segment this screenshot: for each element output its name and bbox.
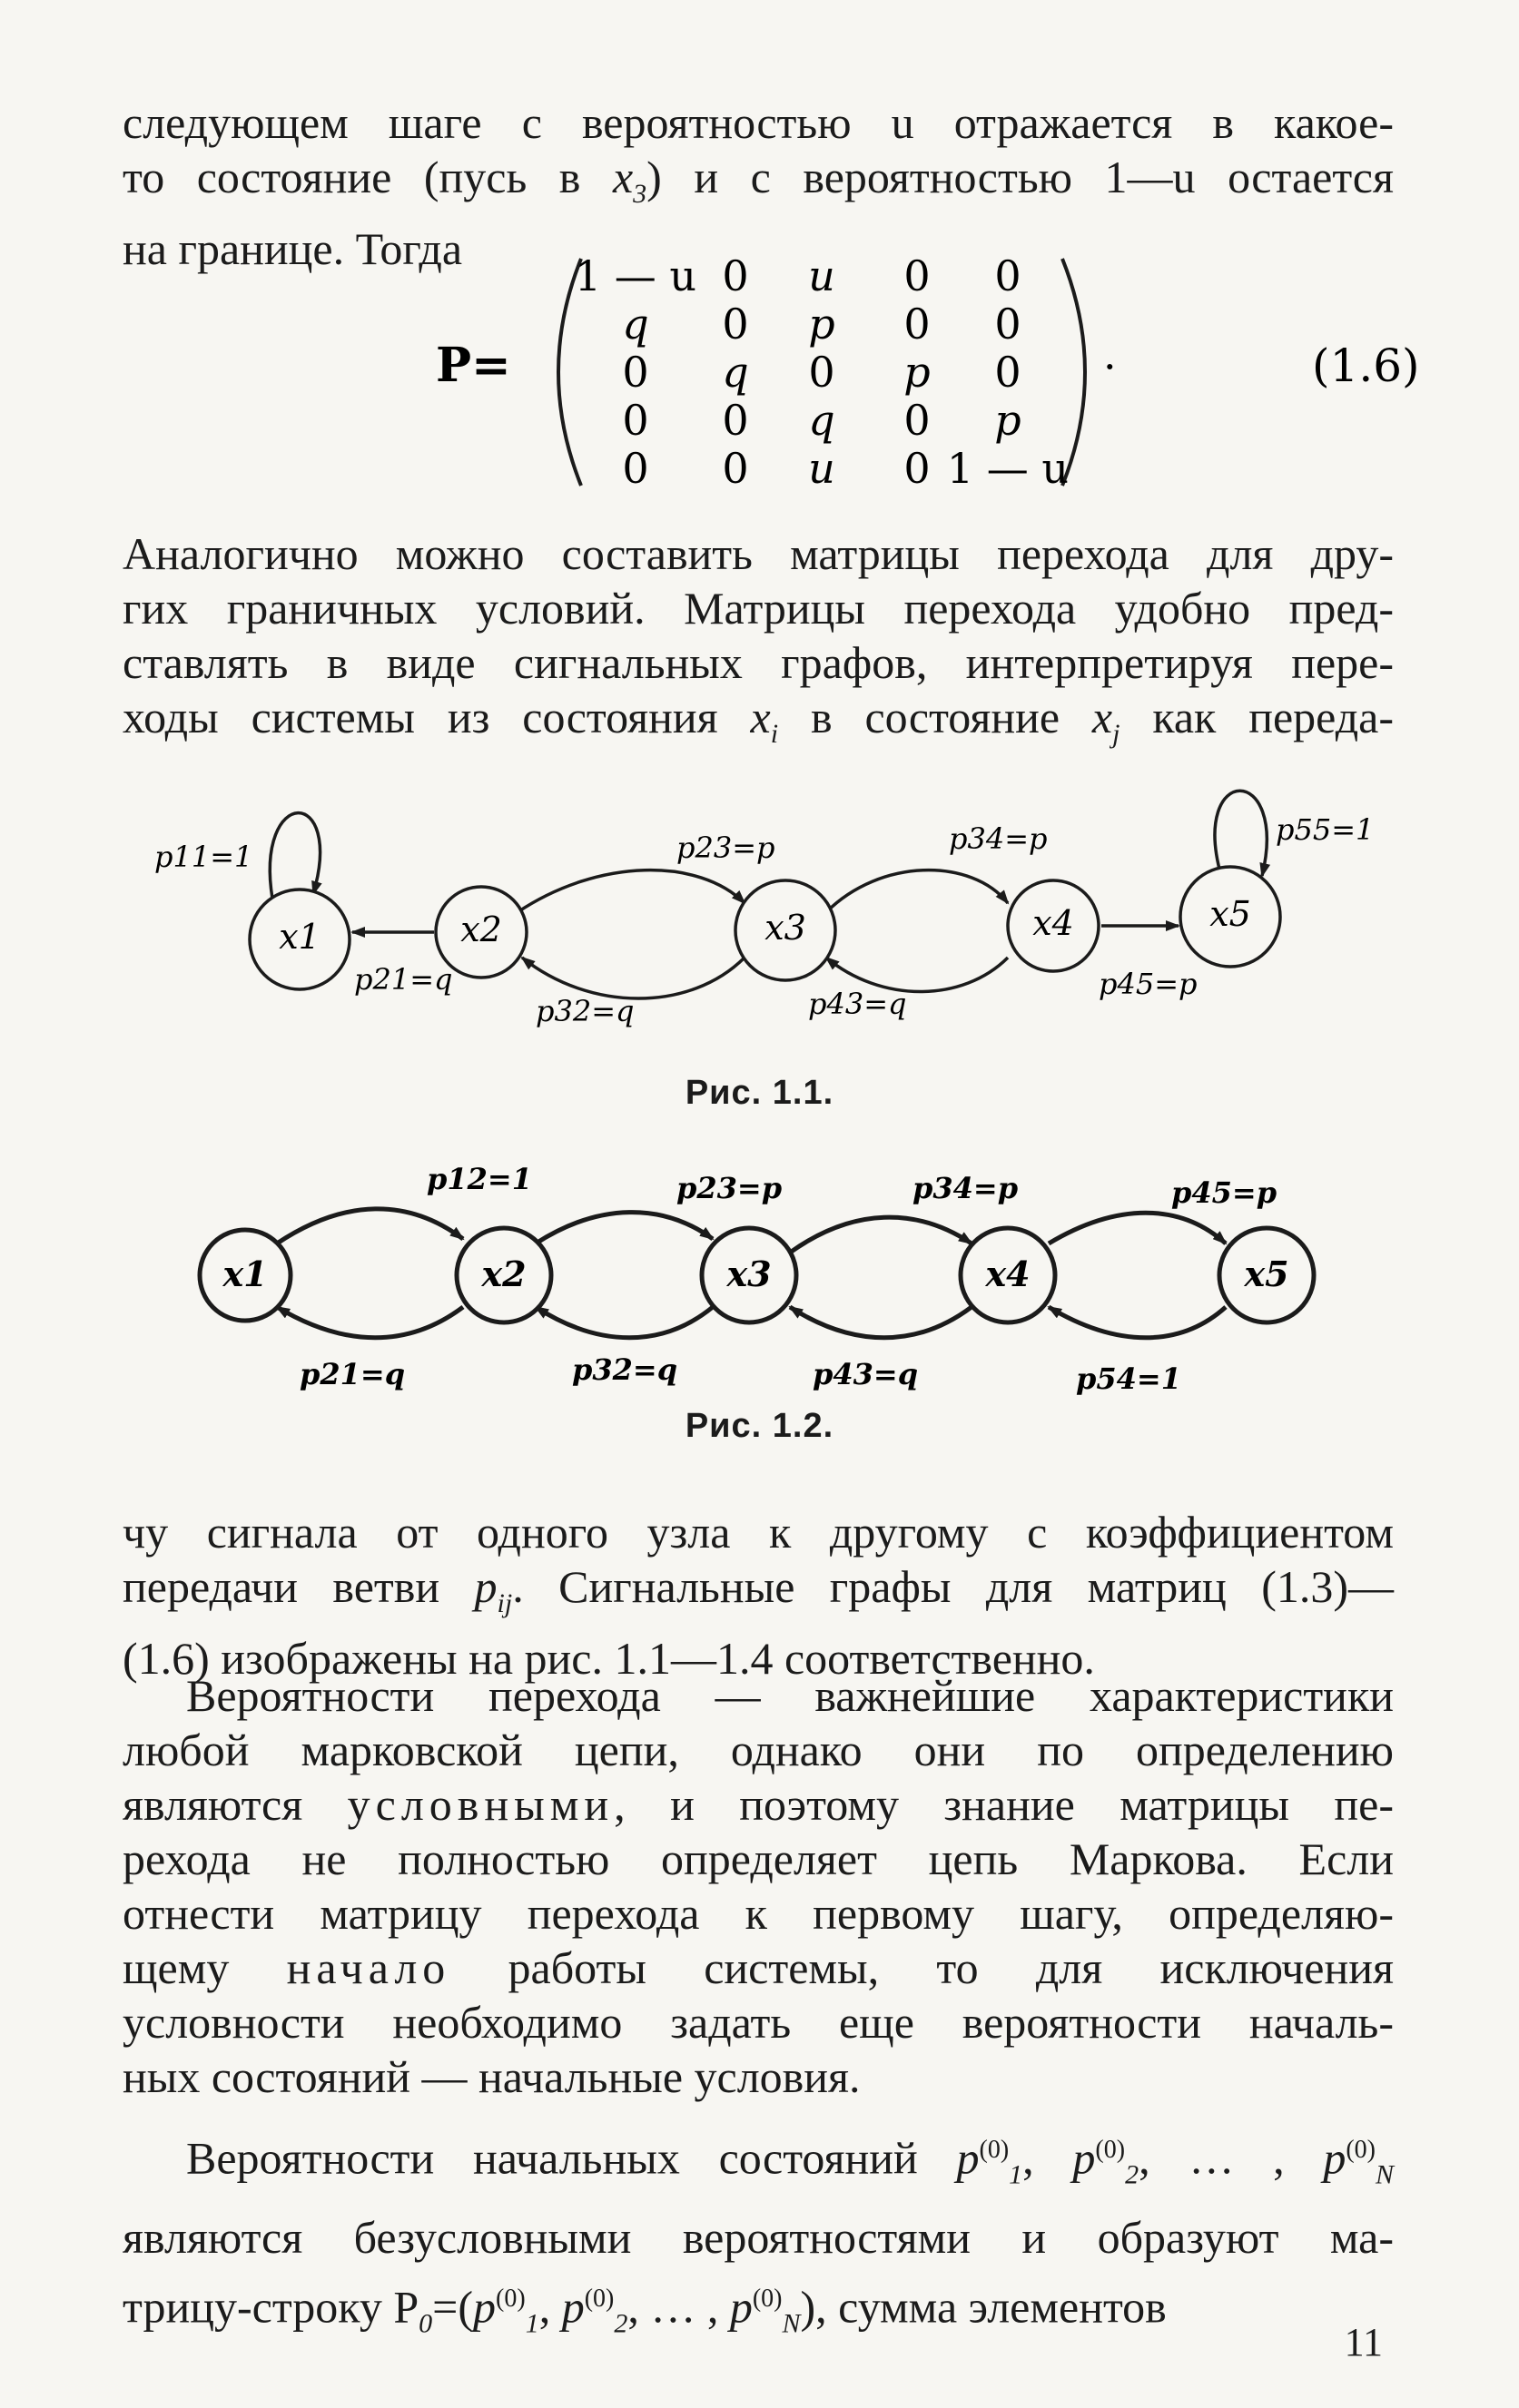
matrix-cell: 0: [722, 300, 749, 349]
matrix-cell: 0: [622, 396, 649, 445]
matrix-cell: p: [994, 396, 1021, 445]
edge-label-p12: p12=1: [427, 1162, 532, 1196]
matrix-cell: u: [808, 444, 835, 493]
node-x4: x4: [1032, 903, 1074, 943]
matrix-cell: 0: [903, 251, 931, 300]
matrix-cell: 0: [722, 396, 749, 445]
equation-lhs: P=: [436, 338, 511, 393]
edge-label-p45: p45=p: [1171, 1175, 1277, 1210]
text-line: следующем шаге с вероятностью u отражается в какое-: [123, 97, 1394, 148]
text-line: условности необходимо задать еще вероятности началь-: [123, 1997, 1394, 2048]
matrix-cell: 0: [722, 251, 749, 300]
node-x2: x2: [460, 909, 502, 949]
edge-label-p21: p21=q: [300, 1357, 406, 1391]
matrix-cell: q: [808, 396, 835, 445]
text-line: ных состояний — начальные условия.: [123, 2051, 861, 2102]
matrix-cell: q: [722, 348, 749, 397]
node-x1: x1: [222, 1253, 268, 1294]
edge-label-p43: p43=q: [813, 1357, 919, 1391]
node-x1: x1: [279, 917, 321, 957]
matrix-equation: [0, 245, 1519, 508]
text-line: на границе. Тогда: [123, 223, 463, 274]
edge-label-p45: p45=p: [1099, 967, 1198, 1001]
edge-label-p32: p32=q: [536, 994, 635, 1028]
node-x5: x5: [1209, 894, 1251, 934]
text-line: ходы системы из состояния $x_i$ в состояние $x_j$ как переда-: [123, 692, 1394, 749]
paragraph-4: [123, 1668, 1394, 2104]
edge-label-p34: p34=p: [912, 1171, 1019, 1205]
text-line: любой марковской цепи, однако они по определению: [123, 1725, 1394, 1775]
edge-label-p32: p32=q: [572, 1352, 678, 1387]
figure-1-2: [0, 1153, 1519, 1398]
edge-label-p55: p55=1: [1276, 812, 1375, 847]
matrix-cell: 0: [722, 444, 749, 493]
matrix-cell: 0: [903, 396, 931, 445]
matrix-cell: 0: [994, 348, 1021, 397]
matrix-cell: 0: [622, 444, 649, 493]
edge-label-p43: p43=q: [808, 987, 907, 1021]
matrix-cell: 0: [903, 300, 931, 349]
matrix-cell: 1 — u: [946, 444, 1070, 493]
text-line: передачи ветви $p_{ij}$. Сигнальные графы для матриц (1.3)—: [123, 1561, 1395, 1618]
node-x3: x3: [764, 908, 806, 948]
edge-label-p11: p11=1: [154, 840, 253, 874]
text-line: рехода не полностью определяет цепь Маркова. Если: [123, 1833, 1394, 1884]
matrix-cell: u: [808, 251, 835, 300]
text-line: трицу-строку $P_0=(p^{(0)}_1$, $p^{(0)}_2$, … , $p^{(0)}_N$), сумма элементов: [123, 2281, 1167, 2339]
node-x5: x5: [1244, 1253, 1289, 1294]
text-line: Аналогично можно составить матрицы перехода для дру-: [123, 528, 1394, 579]
figure-1-1: [0, 767, 1519, 1066]
matrix-cell: p: [808, 300, 835, 349]
text-line: гих граничных условий. Матрицы перехода удобно пред-: [123, 583, 1394, 634]
text-line: являются безусловными вероятностями и образуют ма-: [123, 2211, 1394, 2263]
text-line: чу сигнала от одного узла к другому с коэффициентом: [123, 1507, 1394, 1558]
edge-label-p54: p54=1: [1076, 1361, 1181, 1396]
figure-1-2-caption: Рис. 1.2.: [685, 1407, 834, 1445]
matrix-cell: 0: [622, 348, 649, 397]
text-line: являются условными, и поэтому знание матрицы пе-: [123, 1779, 1394, 1830]
node-x3: x3: [726, 1253, 772, 1294]
node-x4: x4: [985, 1253, 1031, 1294]
figure-1-1-caption: Рис. 1.1.: [685, 1074, 834, 1112]
text-line: щему начало работы системы, то для исключения: [123, 1942, 1394, 1993]
matrix-cell: 0: [994, 300, 1021, 349]
text-line: (1.6) изображены на рис. 1.1—1.4 соответственно.: [123, 1633, 1095, 1684]
page-number: 11: [1344, 2320, 1383, 2364]
node-x2: x2: [481, 1253, 527, 1294]
paragraph-2: [123, 526, 1394, 762]
edge-label-p34: p34=p: [949, 821, 1048, 856]
paragraph-3: [123, 1505, 1394, 1686]
matrix-cell: 0: [808, 348, 835, 397]
matrix-cell: q: [622, 300, 649, 349]
text-line: Вероятности начальных состояний $p^{(0)}_1$, $p^{(0)}_2$, … , $p^{(0)}_N$: [186, 2132, 1395, 2190]
matrix-cell: 0: [903, 444, 931, 493]
matrix-cell: 0: [994, 251, 1021, 300]
matrix-cell: p: [903, 348, 931, 397]
paragraph-5: [123, 2119, 1394, 2354]
edge-label-p23: p23=p: [676, 831, 775, 865]
text-line: отнести матрицу перехода к первому шагу, определяю-: [123, 1888, 1394, 1939]
text-line: то состояние (пусь в $x_3$) и с вероятностью 1—u остается: [123, 152, 1394, 209]
text-line: Вероятности перехода — важнейшие характеристики: [186, 1670, 1394, 1721]
equation-period: ·: [1103, 342, 1117, 391]
text-line: ставлять в виде сигнальных графов, интерпретируя пере-: [123, 637, 1394, 688]
matrix-cell: 1 — u: [574, 251, 697, 300]
equation-number: (1.6): [1312, 339, 1420, 392]
edge-label-p23: p23=p: [676, 1171, 783, 1205]
edge-label-p21: p21=q: [354, 962, 453, 997]
